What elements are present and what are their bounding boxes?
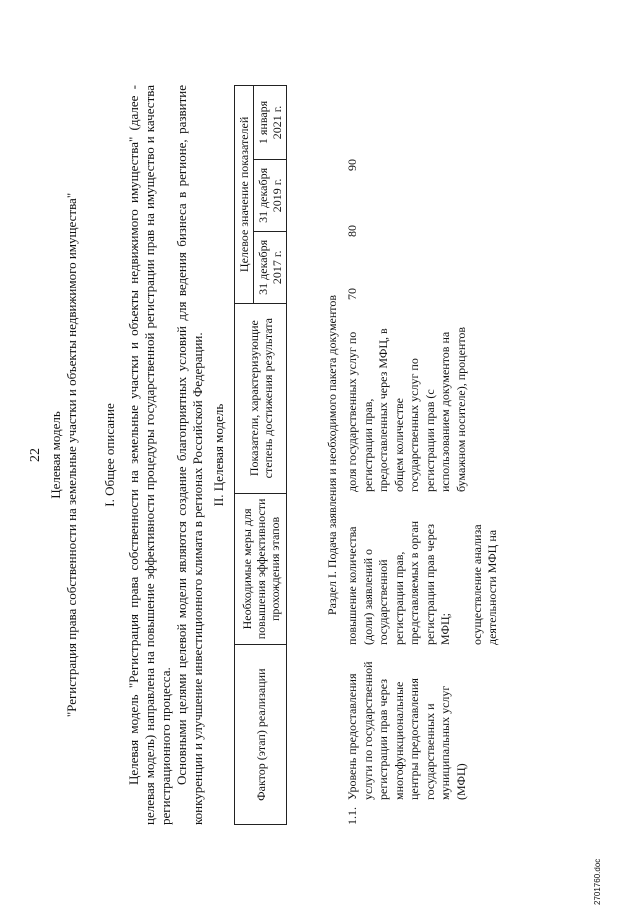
header-date-2017: 31 декабря 2017 г.	[254, 231, 287, 303]
section-heading-general: I. Общее описание	[102, 403, 117, 507]
section-heading-model: II. Целевая модель	[211, 403, 226, 507]
header-indicator: Показатели, характеризующие степень достижения результата	[235, 303, 287, 493]
rotated-document-page	[23, 25, 613, 905]
header-measures: Необходимые меры для повышения эффективности прохождения этапов	[235, 493, 287, 645]
row-measures-b: осуществление анализа деятельности МФЦ на	[469, 524, 499, 645]
header-date-2019: 31 декабря 2019 г.	[254, 159, 287, 231]
razdel-heading: Раздел I. Подача заявления и необходимого пакета документов	[325, 294, 339, 616]
row-number: 1.1.	[345, 807, 359, 825]
header-target: Целевое значение показателей	[235, 86, 254, 304]
page-number: 22	[28, 448, 43, 462]
row-value-2021: 90	[345, 159, 359, 171]
header-factor: Фактор (этап) реализации	[235, 645, 287, 825]
row-measures	[345, 495, 501, 645]
row-factor: Уровень предоставления услуги по государственной регистрации прав через многофункциональные центры предоставления государственных и муниципальных услуг (МФЦ)	[345, 661, 468, 800]
header-date-2021: 1 января 2021 г.	[254, 86, 287, 160]
model-table-header	[234, 85, 287, 825]
paragraph-description: Целевая модель "Регистрация права собственности на земельные участки и объекты недвижимого имущества" (далее - целевая модель) направлена на повышение эффективности процедуры государственной регистрации прав на имущество и качества регистрационного процесса.	[126, 85, 173, 825]
paragraph-goals: Основными целями целевой модели являются создание благоприятных условий для ведения бизнеса в регионе, развитие конкуренции и улучшение инвестиционного климата в регионах Российской Федерации.	[174, 85, 205, 825]
document-subtitle: "Регистрация права собственности на земельные участки и объекты недвижимого имущества"	[64, 192, 79, 718]
footer-filename: 2701760.doc	[593, 858, 602, 905]
row-measures-a: повышение количества (доли) заявлений о государственной регистрации прав, представляемых в орган регистрации прав через МФЦ;	[345, 520, 452, 645]
document-title: Целевая модель	[48, 411, 63, 499]
row-value-2019: 80	[345, 225, 359, 237]
row-value-2017: 70	[345, 288, 359, 300]
row-indicator: доля государственных услуг по регистрации прав, предоставленных через МФЦ, в общем количестве государственных услуг по регистрации прав (с использованием документов на бумажном носителе), процентов	[345, 326, 468, 492]
